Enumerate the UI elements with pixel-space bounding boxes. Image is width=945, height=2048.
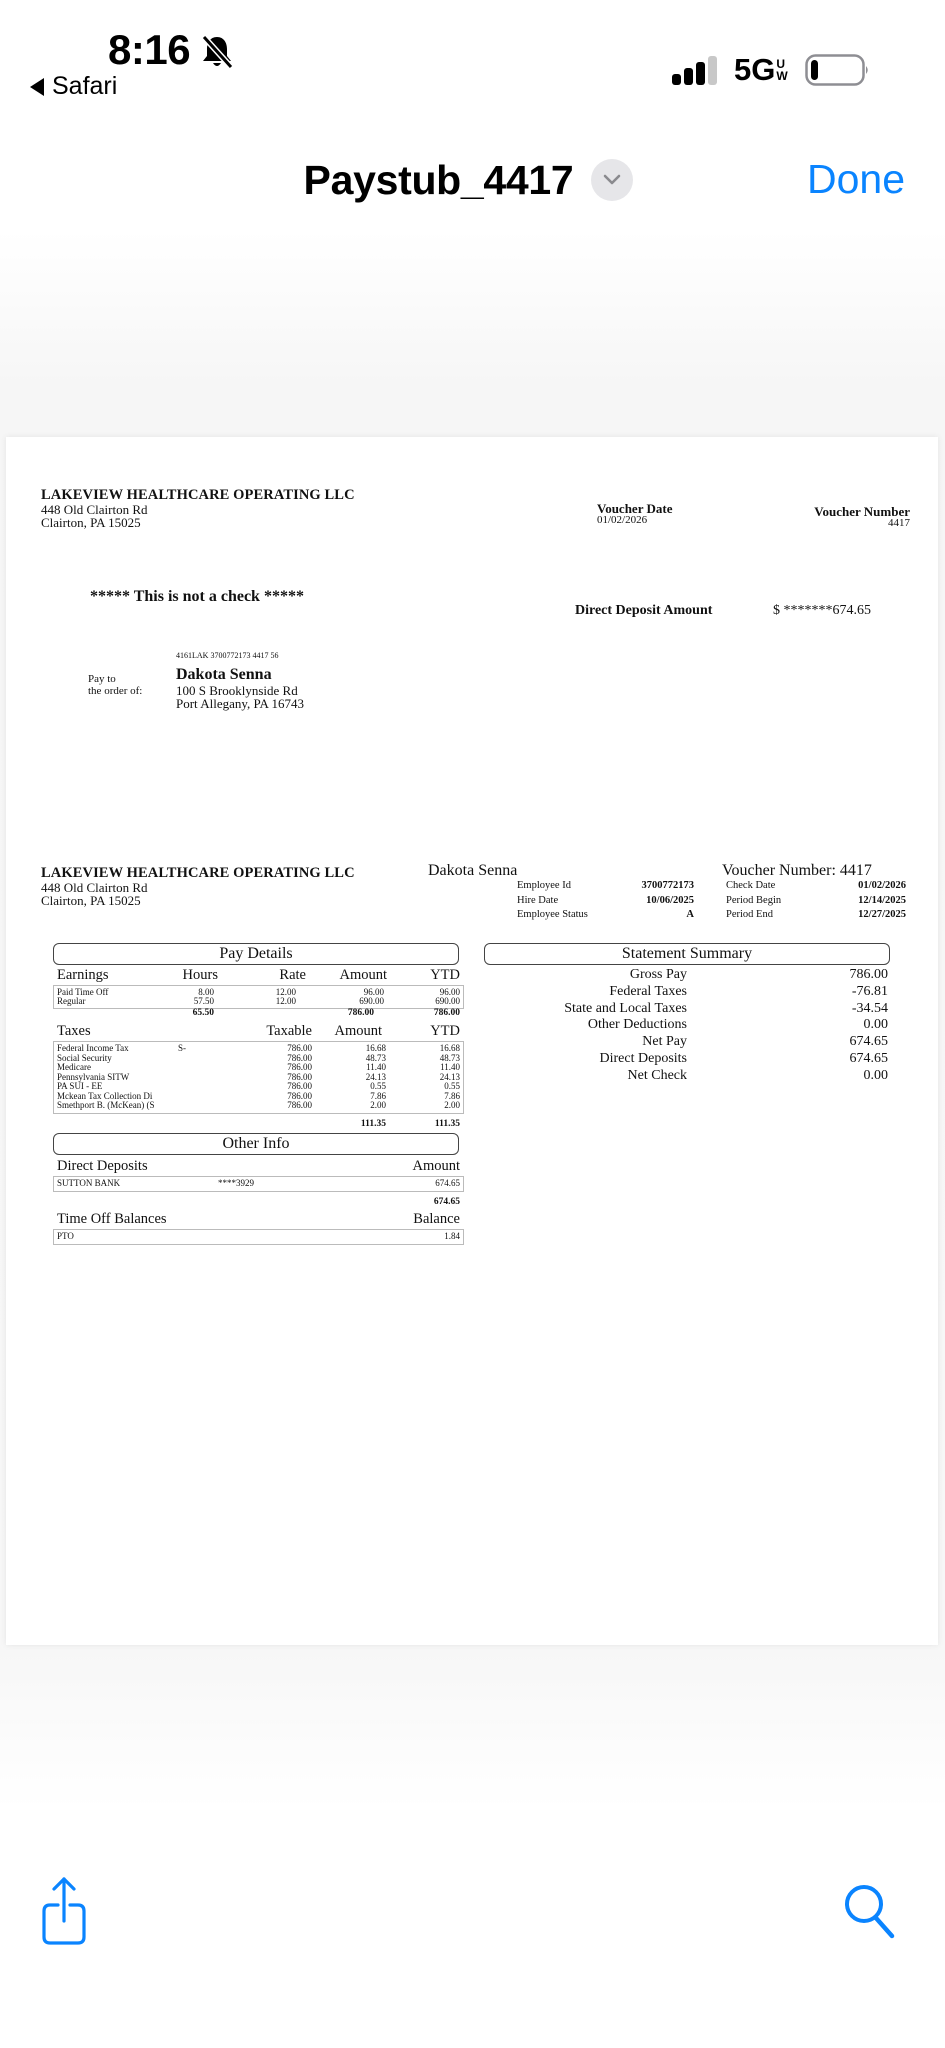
tax-row-amount: 24.13 [365,1071,386,1082]
network-sub-top: U [776,57,786,71]
deposit-bank: SUTTON BANK [57,1178,121,1188]
time-off-balance-header: Balance [413,1211,460,1227]
earnings-row-ytd: 96.00 [439,987,460,997]
time-off-name: PTO [57,1231,74,1241]
taxes-total-amount: 111.35 [360,1119,386,1129]
status-bar [0,0,945,110]
stub-voucher-number: Voucher Number: 4417 [722,862,872,879]
earnings-col-header: Hours [182,967,218,983]
not-a-check-notice: ***** This is not a check ***** [90,588,304,605]
tax-row-amount: 48.73 [365,1052,386,1063]
battery-icon [805,54,871,86]
tax-row-ytd: 2.00 [444,1100,460,1110]
bell-slash-icon [200,34,234,70]
chevron-down-icon[interactable] [591,159,633,201]
earnings-col-header: Rate [279,967,306,983]
tax-row-amount: 16.68 [365,1043,386,1053]
direct-deposit-amount: $ *******674.65 [773,603,871,618]
direct-deposits-total: 674.65 [433,1197,460,1207]
employee-info-label: Employee Status [517,909,588,920]
taxes-header: Taxes [57,1023,91,1039]
tax-row-name: Federal Income Tax [57,1043,129,1053]
earnings-header: Earnings [57,967,109,983]
tax-row-name: Social Security [57,1052,112,1063]
micr-line: 4161LAK 3700772173 4417 56 [176,651,279,660]
tax-row-taxable: 786.00 [287,1081,312,1091]
stub-company-address-1: 448 Old Clairton Rd [41,880,148,895]
tax-row-ytd: 11.40 [440,1062,460,1072]
check-info-label: Period End [726,909,773,920]
earnings-total-hours: 65.50 [192,1008,214,1018]
summary-value: -34.54 [851,1000,888,1016]
earnings-col-header: Amount [339,967,387,983]
earnings-row-rate: 12.00 [275,996,296,1006]
nav-bar [0,150,945,210]
tax-row-ytd: 24.13 [439,1071,460,1082]
voucher-number: 4417 [888,517,910,529]
tax-row-amount: 11.40 [366,1062,386,1072]
tax-row-taxable: 786.00 [287,1100,312,1110]
direct-deposits-amount-header: Amount [412,1158,460,1174]
employee-info-label: Employee Id [517,880,571,891]
tax-row-amount: 0.55 [370,1081,386,1091]
status-time: 8:16 [108,26,191,73]
search-icon[interactable] [842,1882,900,1942]
summary-value: 674.65 [849,1034,888,1050]
payee-address-2: Port Allegany, PA 16743 [176,696,304,711]
summary-label: Net Pay [642,1034,687,1050]
earnings-col-header: YTD [430,967,460,983]
taxes-col-header: Taxable [266,1023,312,1039]
other-info-header: Other Info [53,1133,459,1155]
earnings-row-hours: 57.50 [193,996,214,1006]
tax-row-ytd: 7.86 [444,1090,460,1101]
bottom-toolbar [0,1840,945,2048]
tax-row-taxable: 786.00 [287,1071,312,1082]
paystub-page [6,437,938,1645]
tax-row-taxable: 786.00 [287,1043,312,1053]
earnings-row-amount: 96.00 [363,987,384,997]
check-info-value: 01/02/2026 [858,880,906,891]
network-label: 5G [734,52,776,87]
back-to-safari[interactable] [30,72,117,101]
earnings-row-hours: 8.00 [198,987,214,997]
earnings-table [53,985,464,1009]
network-sub-bottom: W [776,69,788,83]
tax-row-name: PA SUI - EE [57,1081,103,1091]
network-sub [776,58,787,82]
earnings-row-rate: 12.00 [275,987,296,997]
check-info-label: Check Date [726,880,776,891]
pay-to-label-1: Pay to [88,673,116,685]
tax-row-name: Pennsylvania SITW [57,1071,130,1082]
tax-row-amount: 2.00 [370,1100,386,1110]
back-triangle-icon [30,78,44,96]
pay-to-label-2: the order of: [88,685,143,697]
network-indicator [734,52,788,88]
tax-row-name: Smethport B. (McKean) (S [57,1100,155,1110]
tax-row-taxable: 786.00 [287,1090,312,1101]
deposit-account: ****3929 [218,1178,254,1188]
earnings-row-amount: 690.00 [359,996,384,1006]
voucher-date: 01/02/2026 [597,514,648,526]
summary-value: 786.00 [849,967,888,982]
tax-row-amount: 7.86 [370,1090,386,1101]
tax-row-ytd: 16.68 [439,1043,460,1053]
check-info-value: 12/27/2025 [858,909,906,920]
check-info-label: Period Begin [726,894,782,906]
stub-company-address-2: Clairton, PA 15025 [41,893,141,908]
time-off-table [53,1229,464,1245]
tax-row-taxable: 786.00 [287,1052,312,1063]
document-title-menu[interactable] [304,157,634,204]
direct-deposits-header: Direct Deposits [57,1158,148,1174]
earnings-row-name: Regular [57,996,86,1006]
earnings-row-ytd: 690.00 [435,996,460,1006]
employee-info-label: Hire Date [517,894,559,906]
employee-info-value: A [686,909,694,920]
summary-label: Federal Taxes [609,983,687,999]
summary-label: Direct Deposits [599,1051,687,1066]
signal-strength-icon [672,56,722,86]
pay-details-header: Pay Details [53,943,459,965]
earnings-row-name: Paid Time Off [57,987,109,997]
stub-employee-name: Dakota Senna [428,862,518,879]
summary-label: State and Local Taxes [564,1000,687,1016]
earnings-total-ytd: 786.00 [433,1008,460,1018]
summary-label: Net Check [627,1067,687,1083]
summary-value: 0.00 [863,1067,888,1083]
taxes-total-ytd: 111.35 [434,1119,460,1129]
summary-value: 674.65 [849,1051,888,1066]
direct-deposit-label: Direct Deposit Amount [575,603,713,618]
tax-row-name: Medicare [57,1062,91,1072]
document-title: Paystub_4417 [303,156,574,203]
deposit-amount: 674.65 [435,1178,460,1188]
time-off-balance: 1.84 [444,1231,460,1241]
check-info-value: 12/14/2025 [858,894,906,906]
taxes-col-header: YTD [430,1023,460,1039]
payee-name: Dakota Senna [176,666,272,683]
summary-label: Other Deductions [587,1017,687,1033]
pay-to-label [88,673,142,697]
tax-row-ytd: 48.73 [439,1052,460,1063]
summary-value: -76.81 [851,983,888,999]
back-app-label: Safari [52,72,118,100]
summary-value: 0.00 [863,1017,888,1033]
employee-info-value: 3700772173 [641,880,694,891]
voucher-date-label: Voucher Date [597,501,673,516]
earnings-total-amount: 786.00 [347,1008,374,1018]
tax-row-code: S- [178,1043,187,1053]
voucher-number-label: Voucher Number [814,504,910,519]
taxes-col-header: Amount [334,1023,382,1039]
time-off-header: Time Off Balances [57,1211,167,1227]
payee-address-1: 100 S Brooklynside Rd [176,683,298,698]
employee-info-value: 10/06/2025 [646,894,694,906]
summary-label: Gross Pay [629,967,687,982]
tax-row-name: Mckean Tax Collection Di [57,1090,153,1101]
done-button[interactable]: Done [806,156,905,202]
company-name: LAKEVIEW HEALTHCARE OPERATING LLC [41,487,355,503]
statement-summary-header: Statement Summary [484,943,890,965]
share-icon[interactable] [40,1875,96,1947]
tax-row-taxable: 786.00 [287,1062,312,1072]
company-address-1: 448 Old Clairton Rd [41,502,148,517]
company-address-2: Clairton, PA 15025 [41,515,141,530]
tax-row-ytd: 0.55 [444,1081,460,1091]
stub-company-name: LAKEVIEW HEALTHCARE OPERATING LLC [41,865,355,881]
